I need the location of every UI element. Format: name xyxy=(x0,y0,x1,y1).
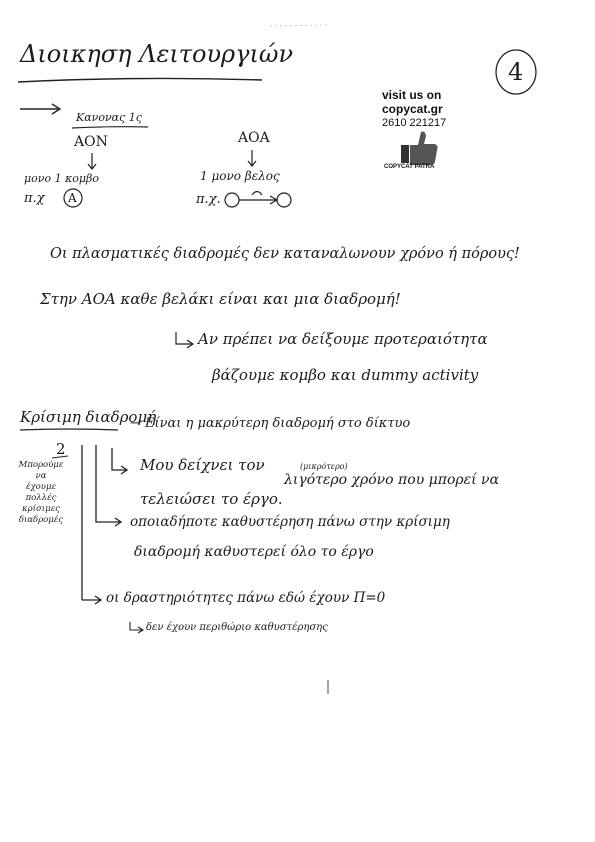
critical-definition: → Είναι η μακρύτερη διαδρομή στο δίκτυο xyxy=(130,416,411,431)
point1-text-a: Μου δείχνει τον xyxy=(140,456,265,474)
aoa-sub-line-2: βάζουμε κομβο και dummy activity xyxy=(212,366,479,384)
aon-example-prefix: π.χ xyxy=(24,191,45,206)
side-number: 2 xyxy=(56,440,66,458)
side-note-line: Μπορούμε xyxy=(18,460,64,470)
aoa-example-icon xyxy=(225,192,291,208)
point3-sub-arrow-icon xyxy=(130,622,143,633)
point3-text-a: οι δραστηριότητες πάνω εδώ έχουν Π=0 xyxy=(106,590,386,606)
ad-line-visit: visit us on xyxy=(382,88,442,102)
ad-brand: COPYCAT PATRA xyxy=(384,164,435,170)
aoa-sub-line-1: Αν πρέπει να δείξουμε προτεραιότητα xyxy=(198,330,488,348)
aoa-desc: 1 μονο βελος xyxy=(200,169,280,183)
point1-text-b: λιγότερο χρόνο που μπορεί να xyxy=(284,472,500,488)
side-note-line: πολλές xyxy=(25,493,57,503)
aon-example-node: A xyxy=(68,191,77,205)
critical-heading: Κρίσιμη διαδρομή xyxy=(20,408,157,426)
side-note-line: έχουμε xyxy=(25,482,57,492)
aon-desc: μονο 1 κομβο xyxy=(24,172,100,185)
point1-superscript: (μικρότερο) xyxy=(300,462,348,471)
aoa-arrow-line: Στην AOA καθε βελάκι είναι και μια διαδρομή! xyxy=(40,290,401,308)
side-note-line: κρίσιμες xyxy=(22,504,60,514)
page-number: 4 xyxy=(508,58,524,86)
critical-underline xyxy=(20,429,118,430)
critical-points-bracket xyxy=(82,445,127,604)
ad-line-site: copycat.gr xyxy=(382,102,443,116)
side-note-line: διαδρομές xyxy=(18,515,64,525)
aon-label: AON xyxy=(74,134,108,150)
side-note xyxy=(6,460,76,526)
dummy-line: Οι πλασματικές διαδρομές δεν καταναλωνουν χρόνο ή πόρους! xyxy=(50,246,520,262)
thumbs-up-icon xyxy=(401,132,438,166)
top-smudge xyxy=(270,25,330,26)
title-underline xyxy=(18,78,262,82)
rule-heading: Κανονας 1ς xyxy=(76,111,142,124)
aoa-example-prefix: π.χ. xyxy=(196,192,221,207)
rule-underline xyxy=(72,127,148,128)
aoa-label: AOA xyxy=(238,130,270,146)
aoa-sub-arrow-icon xyxy=(176,332,193,348)
aoa-down-arrow-icon xyxy=(248,150,256,166)
point3-text-b: δεν έχουν περιθώριο καθυστέρησης xyxy=(146,622,328,633)
point2-text-b: διαδρομή καθυστερεί όλο το έργο xyxy=(134,544,374,560)
point2-text-a: οποιαδήποτε καθυστέρηση πάνω στην κρίσιμη xyxy=(130,514,450,530)
rule-arrow-icon xyxy=(20,104,60,114)
side-note-line: να xyxy=(35,471,47,481)
aon-down-arrow-icon xyxy=(88,153,96,169)
page-title: Διοικηση Λειτουργιών xyxy=(20,40,294,68)
ad-phone: 2610 221217 xyxy=(382,117,447,129)
point1-text-c: τελειώσει το έργο. xyxy=(140,490,283,508)
